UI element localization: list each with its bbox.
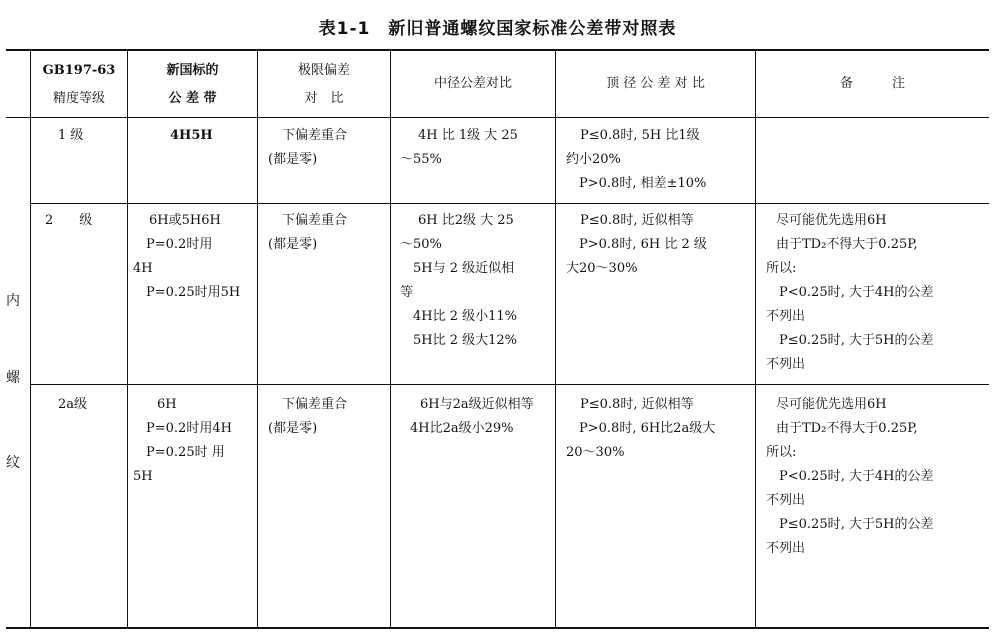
row1-bottom-rule: [30, 203, 989, 204]
col-divider-5: [555, 50, 556, 628]
row3-band: 6H P=0.2时用4H P=0.25时 用 5H: [133, 397, 232, 484]
top-rule: [6, 49, 989, 51]
row3-pitch: 6H与2a级近似相等 4H比2a级小29%: [410, 397, 534, 436]
row2-crest: P≤0.8时, 近似相等 P>0.8时, 6H 比 2 级 大20～30%: [566, 213, 707, 276]
header-old-grade: GB197-63 精度等级: [42, 63, 116, 106]
row1-limit: 下偏差重合 (都是零): [268, 128, 348, 167]
row2-pitch: 6H 比2级 大 25 ～50% 5H与 2 级近似相 等 4H比 2 级小11% 5H比 2 级大12%: [400, 213, 518, 348]
row2-bottom-rule: [30, 384, 989, 385]
header-crest-diameter: 顶 径 公 差 对 比: [606, 76, 705, 91]
row3-remarks: 尽可能优先选用6H 由于TD₂不得大于0.25P, 所以: P<0.25时, 大于4H的公差 不列出 P≤0.25时, 大于5H的公差 不列出: [766, 397, 934, 556]
side-label-3: 纹: [6, 455, 20, 471]
table-title: 表1-1 新旧普通螺纹国家标准公差带对照表: [318, 19, 677, 39]
row2-band: 6H或5H6H P=0.2时用 4H P=0.25时用5H: [133, 213, 241, 300]
row3-crest: P≤0.8时, 近似相等 P>0.8时, 6H比2a级大 20～30%: [566, 397, 716, 460]
col-divider-2: [127, 50, 128, 628]
side-label-2: 螺: [6, 370, 20, 386]
col-divider-1: [30, 50, 31, 628]
col-divider-4: [390, 50, 391, 628]
row1-grade: 1 级: [58, 128, 84, 143]
row1-band: 4H5H: [170, 128, 213, 143]
header-new-band: 新国标的 公 差 带: [166, 63, 219, 106]
row2-grade: 2 级: [45, 213, 93, 228]
col-divider-3: [257, 50, 258, 628]
side-label-1: 内: [6, 293, 20, 309]
col-divider-6: [755, 50, 756, 628]
row2-limit: 下偏差重合 (都是零): [268, 213, 348, 252]
row1-crest: P≤0.8时, 5H 比1级 约小20% P>0.8时, 相差±10%: [566, 128, 707, 191]
row3-grade: 2a级: [58, 397, 88, 412]
bottom-rule: [6, 627, 989, 629]
header-pitch-diameter: 中径公差对比: [433, 76, 512, 91]
row3-limit: 下偏差重合 (都是零): [268, 397, 348, 436]
header-bottom-rule: [6, 117, 989, 118]
row2-remarks: 尽可能优先选用6H 由于TD₂不得大于0.25P, 所以: P<0.25时, 大于4H的公差 不列出 P≤0.25时, 大于5H的公差 不列出: [766, 213, 934, 372]
row1-pitch: 4H 比 1级 大 25 ～55%: [400, 128, 518, 167]
header-limit-deviation: 极限偏差 对 比: [297, 63, 350, 106]
header-remarks: 备 注: [839, 76, 905, 91]
